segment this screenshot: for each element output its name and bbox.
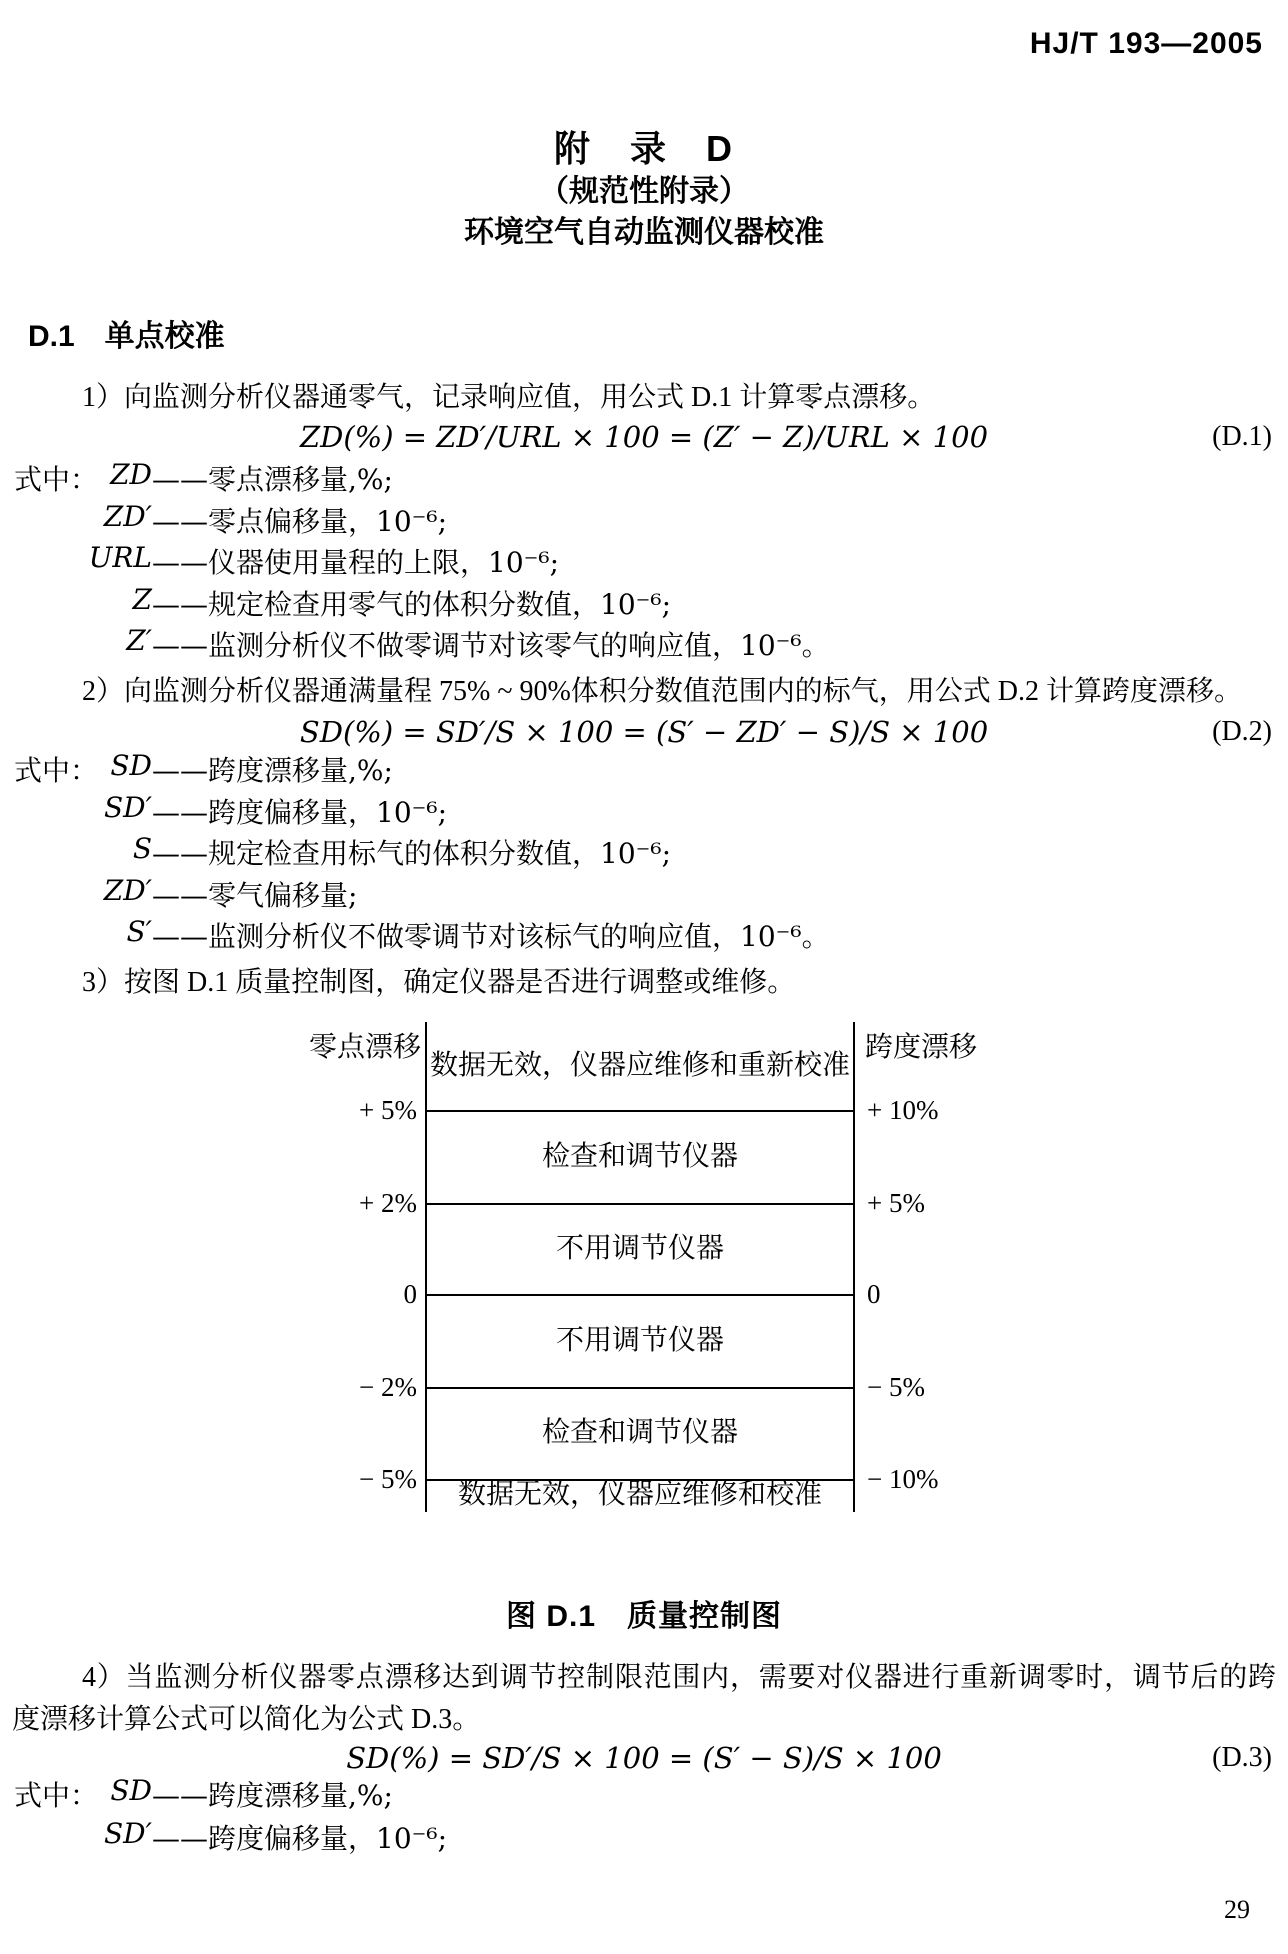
definition-desc: ——规定检查用标气的体积分数值，10⁻⁶; [152,837,672,870]
definition-row [0,541,1288,583]
appendix-title: 附 录 D [554,128,734,169]
definition-prefix: 式中： [14,1781,99,1812]
paragraph-item-4-line2: 度漂移计算公式可以简化为公式 D.3。 [12,1704,481,1735]
definition-row [0,583,1288,625]
definition-term: ZD [110,458,152,491]
definition-desc: ——零点偏移量，10⁻⁶; [152,504,448,538]
definition-desc: ——跨度偏移量，10⁻⁶; [152,1822,448,1855]
definition-term: S [132,832,152,865]
definition-list-d3 [0,1774,1288,1860]
definition-row [0,500,1288,542]
definition-desc: ——监测分析仪不做零调节对该零气的响应值，10⁻⁶。 [152,629,830,662]
formula-d3: SD(%) = SD′/S × 100 = (S′ − S)/S × 100 [346,1741,942,1775]
definition-desc: ——规定检查用零气的体积分数值，10⁻⁶; [152,587,672,621]
definition-row [0,458,1288,500]
definition-row [0,1774,1288,1817]
definition-desc: ——仪器使用量程的上限，10⁻⁶; [152,546,560,579]
definition-row [0,832,1288,874]
definition-term: S′ [126,915,152,948]
left-tick-minus5: − 5% [359,1464,417,1494]
paragraph-item-3: 3）按图 D.1 质量控制图，确定仪器是否进行调整或维修。 [82,967,796,998]
equation-number-d3: (D.3) [1212,1742,1272,1773]
formula-d1: ZD(%) = ZD′/URL × 100 = (Z′ − Z)/URL × 100 [299,420,989,454]
paragraph-item-4-line1: 4）当监测分析仪器零点漂移达到调节控制限范围内，需要对仪器进行重新调零时，调节后的跨 [82,1662,1276,1693]
right-tick-plus5: + 5% [867,1188,925,1218]
definition-row [0,874,1288,916]
right-tick-minus5: − 5% [867,1372,925,1402]
definition-row [0,1817,1288,1860]
definition-row [0,749,1288,791]
definition-list-d1 [0,458,1288,666]
definition-desc: ——跨度漂移量,%; [152,754,393,787]
definition-term: SD′ [104,1817,152,1850]
control-limit-line-plus2-plus5 [425,1203,855,1205]
figure-quality-control-chart [0,1022,1288,1514]
left-tick-minus2: − 2% [359,1372,417,1402]
zone-label-no-adjust-top: 不用调节仪器 [555,1233,724,1264]
zone-label-check-adjust-top: 检查和调节仪器 [541,1141,738,1172]
definition-desc: ——跨度偏移量，10⁻⁶; [152,795,448,829]
definition-desc: ——零气偏移量; [152,878,358,912]
appendix-topic-title: 环境空气自动监测仪器校准 [464,216,824,249]
zone-label-invalid-top: 数据无效，仪器应维修和重新校准 [429,1050,850,1081]
right-tick-plus10: + 10% [867,1095,939,1125]
section-heading: D.1 单点校准 [28,320,225,353]
page-number: 29 [1224,1895,1250,1924]
definition-term: Z [132,582,152,616]
definition-term: SD′ [104,790,152,824]
right-tick-zero: 0 [867,1279,881,1309]
control-limit-line-zero [425,1294,855,1296]
definition-desc: ——跨度漂移量,%; [152,1779,393,1812]
span-drift-axis-title: 跨度漂移 [865,1032,978,1063]
left-tick-plus5: + 5% [359,1095,417,1125]
paragraph-item-1: 1）向监测分析仪器通零气，记录响应值，用公式 D.1 计算零点漂移。 [82,382,936,413]
definition-term: SD [110,1774,152,1807]
definition-prefix: 式中： [14,465,99,496]
definition-list-d2 [0,749,1288,957]
standard-number-header: HJ/T 193—2005 [1029,27,1263,60]
left-tick-plus2: + 2% [359,1188,417,1218]
definition-term: ZD′ [103,499,152,533]
definition-row [0,791,1288,833]
equation-number-d2: (D.2) [1212,716,1272,747]
appendix-subtitle: （规范性附录） [539,175,749,208]
definition-term: ZD′ [103,873,152,907]
definition-row [0,915,1288,957]
definition-desc: ——监测分析仪不做零调节对该标气的响应值，10⁻⁶。 [152,920,830,953]
zone-label-invalid-bottom: 数据无效，仪器应维修和校准 [457,1479,822,1510]
equation-number-d1: (D.1) [1212,421,1272,452]
figure-caption: 图 D.1 质量控制图 [505,1600,783,1633]
left-tick-zero: 0 [403,1279,417,1309]
formula-d2: SD(%) = SD′/S × 100 = (S′ − ZD′ − S)/S × 100 [299,715,989,749]
zone-label-no-adjust-bottom: 不用调节仪器 [555,1325,724,1356]
paragraph-item-2: 2）向监测分析仪器通满量程 75% ~ 90%体积分数值范围内的标气，用公式 D.2 计算跨度漂移。 [82,676,1243,707]
control-limit-line-plus5-plus10 [425,1110,855,1112]
zero-drift-axis-title: 零点漂移 [308,1032,421,1063]
definition-row [0,624,1288,666]
control-limit-line-minus2-minus5 [425,1387,855,1389]
zone-label-check-adjust-bottom: 检查和调节仪器 [541,1417,738,1448]
definition-prefix: 式中： [14,756,99,787]
definition-term: URL [88,541,152,574]
formula-d1-row [0,416,1288,460]
definition-desc: ——零点漂移量,%; [152,463,393,496]
paragraph-item-4 [12,1657,1276,1741]
definition-term: Z′ [126,624,152,657]
definition-term: SD [110,749,152,782]
right-tick-minus10: − 10% [867,1464,939,1494]
